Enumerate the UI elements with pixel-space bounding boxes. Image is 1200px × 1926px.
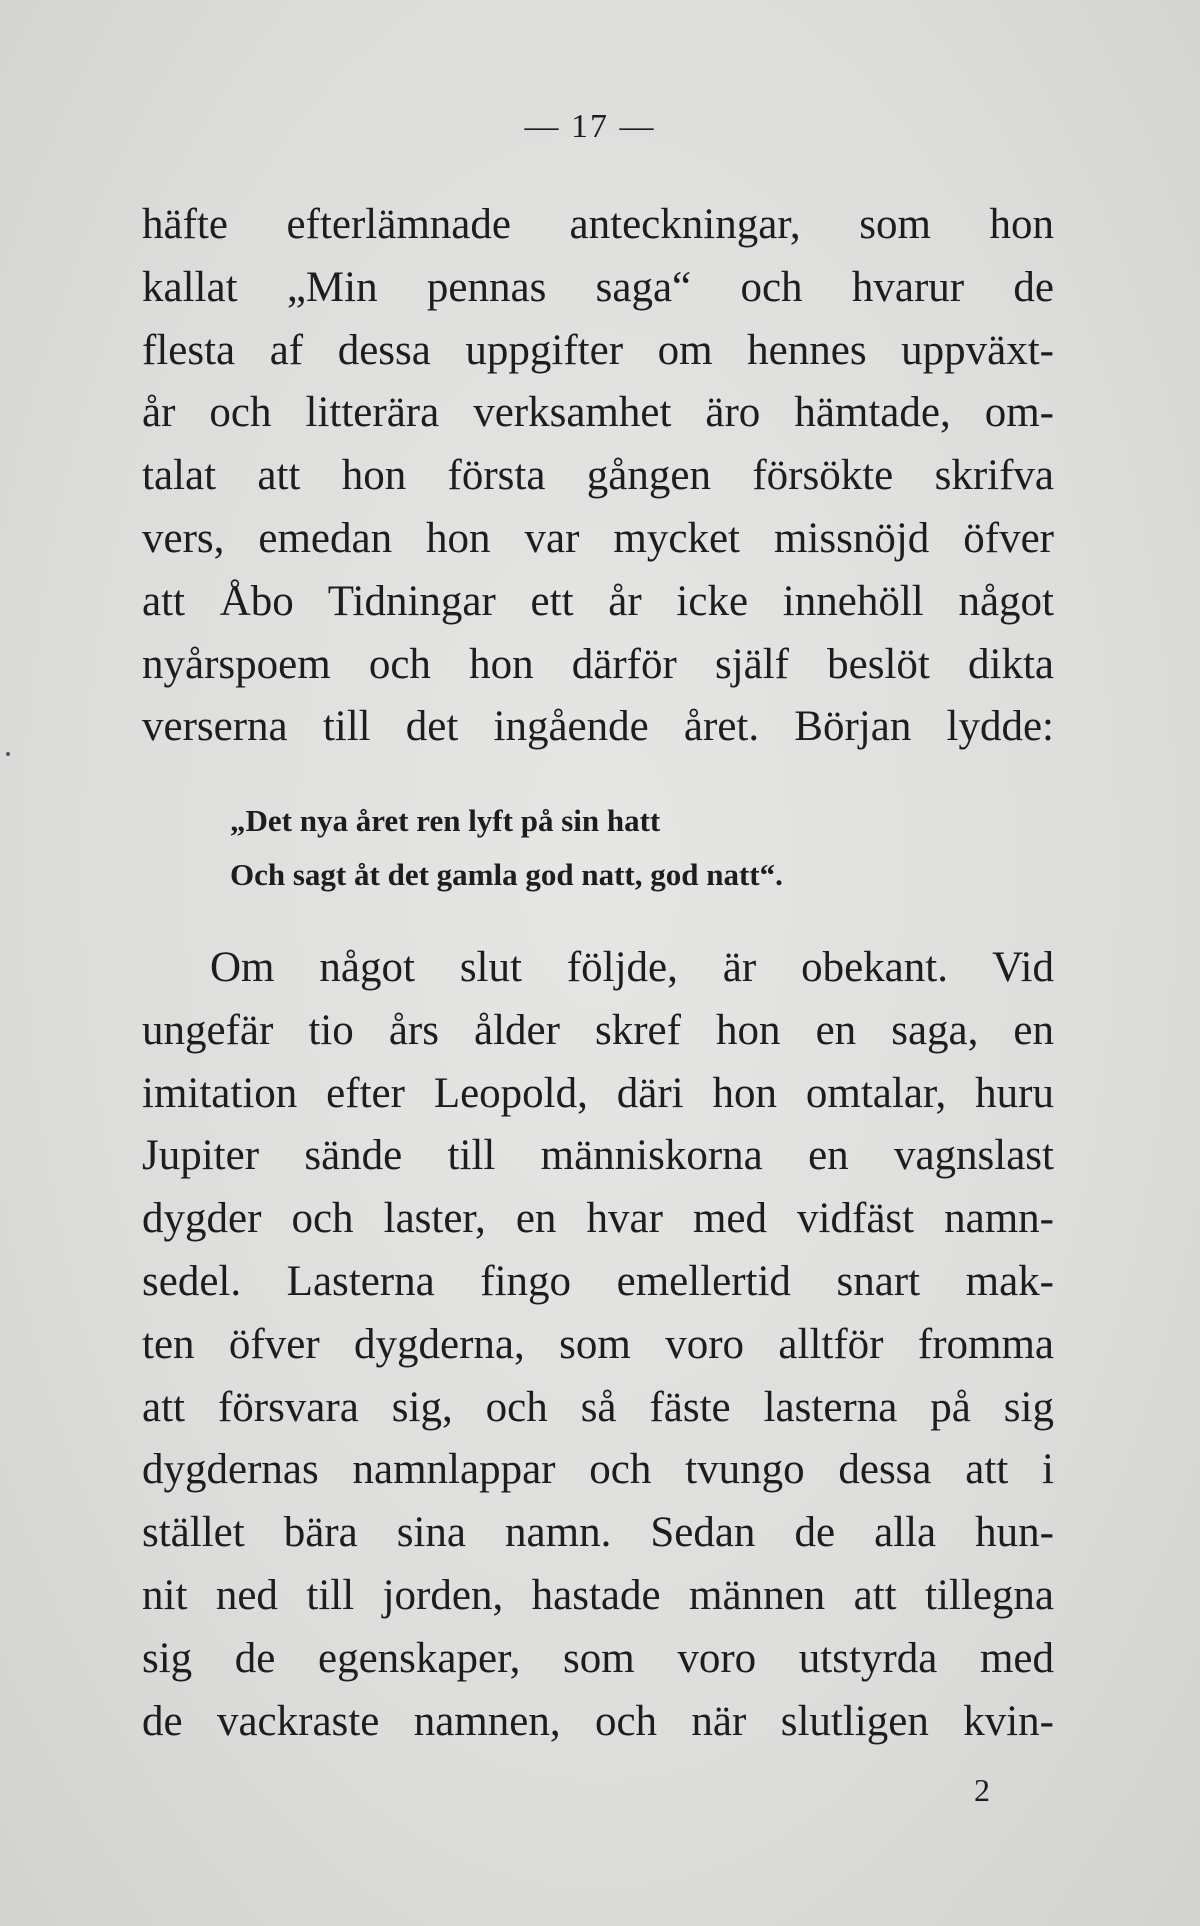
text-line: dygdernas namnlappar och tvungo dessa att i <box>142 1446 1054 1494</box>
text-line: dygder och laster, en hvar med vidfäst namn- <box>142 1195 1054 1243</box>
text-line: de vackraste namnen, och när slutligen kvin- <box>142 1697 1054 1745</box>
text-line: verserna till det ingående året. Början lydde: <box>142 703 1054 751</box>
text-line: nit ned till jorden, hastade männen att tillegna <box>142 1571 1054 1619</box>
signature-mark: 2 <box>974 1772 990 1808</box>
text-line: vers, emedan hon var mycket missnöjd öfver <box>142 514 1054 562</box>
text-line: sig de egenskaper, som voro utstyrda med <box>142 1634 1054 1682</box>
paragraph-1 <box>142 194 1054 759</box>
text-line: häfte efterlämnade anteckningar, som hon <box>142 201 1054 248</box>
verse-line: „Det nya året ren lyft på sin hatt <box>230 803 661 838</box>
paragraph-2 <box>142 937 1054 1753</box>
text-line: ungefär tio års ålder skref hon en saga, en <box>142 1006 1054 1054</box>
text-line: Jupiter sände till människorna en vagnslast <box>142 1132 1054 1180</box>
text-line: år och litterära verksamhet äro hämtade, om- <box>142 389 1054 437</box>
page-number: — 17 — <box>524 108 656 145</box>
text-line: nyårspoem och hon därför själf beslöt dikta <box>142 640 1054 688</box>
margin-speck <box>6 752 10 756</box>
verse-line: Och sagt åt det gamla god natt, god natt“. <box>230 857 783 892</box>
text-line: Om något slut följde, är obekant. Vid <box>210 944 1054 991</box>
text-line: imitation efter Leopold, däri hon omtalar, huru <box>142 1069 1054 1117</box>
text-line: att Åbo Tidningar ett år icke innehöll något <box>142 577 1054 625</box>
text-line: talat att hon första gången försökte skrifva <box>142 452 1054 500</box>
text-line: kallat „Min pennas saga“ och hvarur de <box>142 263 1054 311</box>
text-line: flesta af dessa uppgifter om hennes uppväxt- <box>142 326 1054 374</box>
text-line: stället bära sina namn. Sedan de alla hun- <box>142 1509 1054 1557</box>
verse-quote <box>230 794 990 902</box>
text-line: sedel. Lasterna fingo emellertid snart mak- <box>142 1257 1054 1305</box>
text-line: ten öfver dygderna, som voro alltför fromma <box>142 1320 1054 1368</box>
text-line: att försvara sig, och så fäste lasterna på sig <box>142 1383 1054 1431</box>
